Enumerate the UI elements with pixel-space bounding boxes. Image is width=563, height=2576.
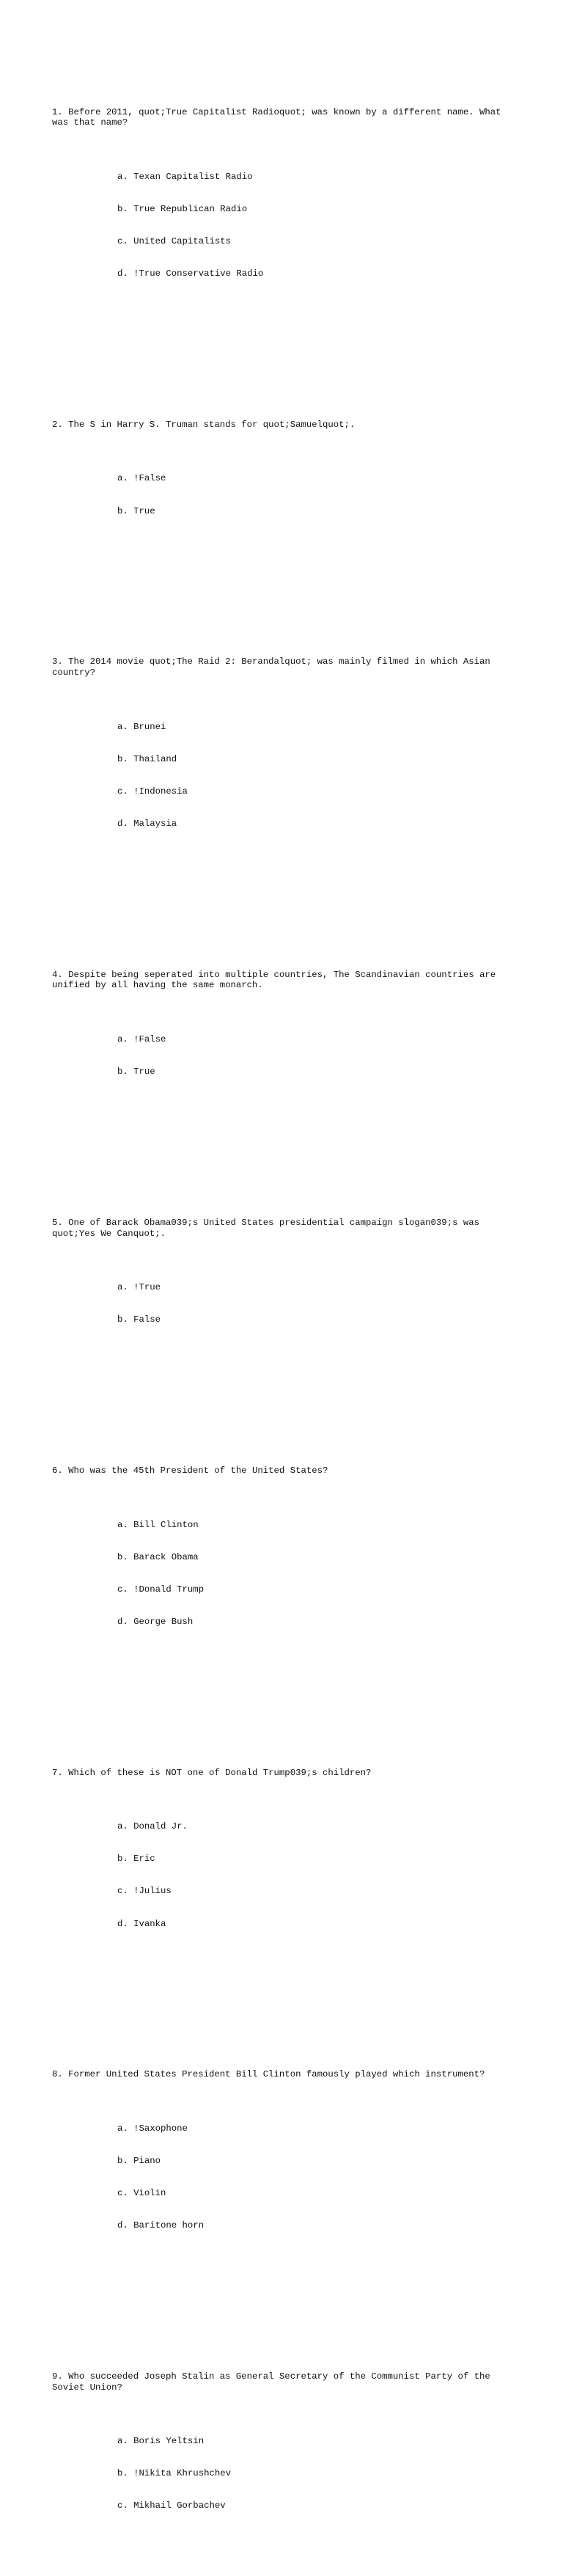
answer-options [52, 2101, 521, 2253]
question-text: 4. Despite being seperated into multiple countries, The Scandinavian countries are unified by all having the same monarch. [52, 969, 501, 991]
question-spacer [52, 2296, 521, 2317]
answer-option: a. Boris Yeltsin [117, 2436, 205, 2447]
answer-option: b. True Republican Radio [117, 203, 248, 214]
answer-option: a. !True [117, 1282, 161, 1293]
answer-option: d. Ivanka [117, 1918, 166, 1929]
answer-option: c. !Indonesia [117, 786, 188, 797]
answer-option: c. United Capitalists [117, 235, 231, 246]
answer-option: b. !Nikita Khrushchev [117, 2468, 231, 2479]
question-6 [52, 1444, 521, 1671]
question-2 [52, 398, 521, 560]
quiz-document [52, 53, 521, 2576]
question-7 [52, 1746, 521, 1972]
question-9 [52, 2350, 521, 2555]
answer-option: a. Brunei [117, 721, 166, 732]
question-spacer [52, 581, 521, 602]
question-4 [52, 948, 521, 1120]
answer-options [52, 700, 521, 851]
answer-option: a. Donald Jr. [117, 1821, 188, 1832]
question-text: 8. Former United States President Bill Clinton famously played which instrument? [52, 2069, 485, 2080]
question-spacer [52, 894, 521, 915]
question-text: 7. Which of these is NOT one of Donald Trump039;s children? [52, 1767, 372, 1778]
answer-option: d. Baritone horn [117, 2220, 205, 2231]
question-text: 9. Who succeeded Joseph Stalin as General Secretary of the Communist Party of the Soviet Union? [52, 2371, 496, 2393]
answer-option: b. Thailand [117, 753, 177, 764]
question-spacer [52, 1692, 521, 1713]
question-text: 2. The S in Harry S. Truman stands for quot;Samuelquot;. [52, 419, 356, 430]
question-8 [52, 2048, 521, 2275]
question-3 [52, 635, 521, 872]
answer-option: b. Eric [117, 1854, 155, 1865]
answer-option: a. Bill Clinton [117, 1519, 199, 1530]
answer-option: d. Malaysia [117, 818, 177, 829]
answer-option: c. !Julius [117, 1886, 172, 1897]
question-spacer [52, 1994, 521, 2015]
answer-option: b. True [117, 505, 155, 516]
question-1 [52, 85, 521, 322]
question-text: 6. Who was the 45th President of the United States? [52, 1466, 328, 1477]
answer-option: b. Piano [117, 2156, 161, 2166]
answer-options [52, 1800, 521, 1951]
answer-options [52, 150, 521, 301]
answer-option: d. George Bush [117, 1616, 194, 1627]
answer-option: b. False [117, 1314, 161, 1325]
answer-options [52, 2415, 521, 2533]
answer-option: a. !False [117, 1033, 166, 1044]
question-spacer [52, 1142, 521, 1163]
answer-options [52, 1261, 521, 1347]
question-spacer [52, 1390, 521, 1411]
question-5 [52, 1196, 521, 1368]
answer-option: b. True [117, 1066, 155, 1077]
answer-option: a. !False [117, 473, 166, 484]
answer-option: d. !True Conservative Radio [117, 268, 264, 279]
question-text: 3. The 2014 movie quot;The Raid 2: Berandalquot; was mainly filmed in which Asian country? [52, 656, 496, 678]
answer-option: c. Mikhail Gorbachev [117, 2500, 226, 2511]
answer-option: a. Texan Capitalist Radio [117, 171, 253, 182]
answer-option: b. Barack Obama [117, 1551, 199, 1562]
answer-option: c. Violin [117, 2188, 166, 2199]
answer-option: c. !Donald Trump [117, 1584, 205, 1595]
answer-option: a. !Saxophone [117, 2123, 188, 2134]
question-text: 1. Before 2011, quot;True Capitalist Radioquot; was known by a different name. What was that name? [52, 106, 507, 128]
question-spacer [52, 344, 521, 365]
answer-options [52, 1498, 521, 1649]
question-text: 5. One of Barack Obama039;s United States presidential campaign slogan039;s was quot;Yes We Canquot;. [52, 1217, 485, 1239]
answer-options [52, 452, 521, 538]
answer-options [52, 1013, 521, 1099]
